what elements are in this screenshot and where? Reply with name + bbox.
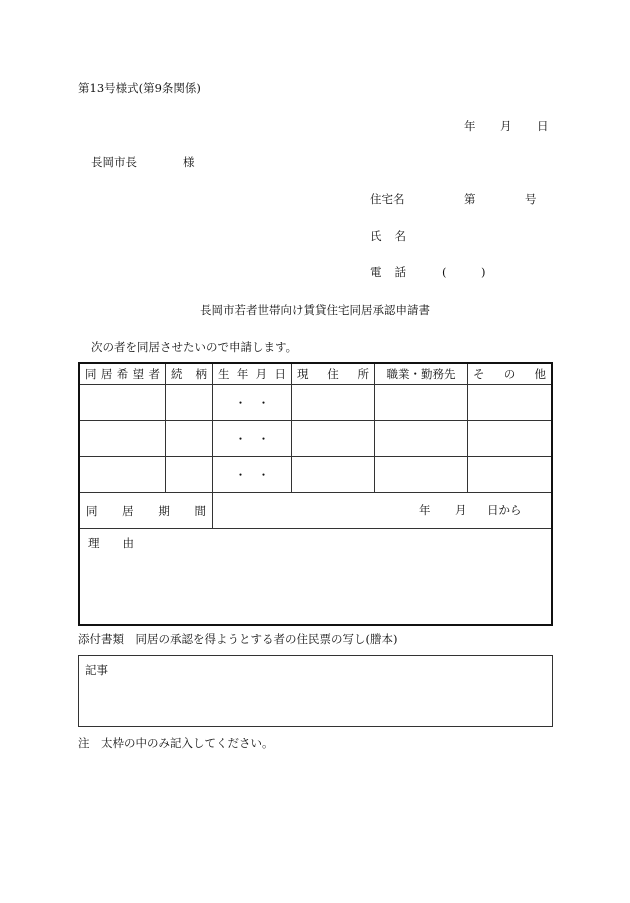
housing-number-suffix: 号: [525, 192, 537, 206]
addressee-name: 長岡市長: [91, 155, 137, 169]
date-month: 月: [500, 119, 512, 133]
cell-cohabitant[interactable]: [80, 457, 166, 492]
cell-address[interactable]: [292, 385, 375, 420]
cell-occupation[interactable]: [375, 457, 468, 492]
remarks-box[interactable]: [78, 655, 553, 727]
form-number: 第13号様式(第9条関係): [78, 81, 201, 95]
period-year: 年: [419, 503, 431, 517]
date-day: 日: [537, 119, 549, 133]
footnote: 注 太枠の中のみ記入してください。: [78, 736, 274, 750]
intro-text: 次の者を同居させたいので申請します。: [91, 340, 298, 354]
header-occupation: 職業・勤務先: [375, 364, 468, 384]
applicant-name-label: 氏 名: [370, 229, 406, 243]
cohabitation-period-row: [80, 493, 551, 529]
table-row: [80, 421, 551, 457]
cell-other[interactable]: [468, 385, 551, 420]
housing-number-prefix: 第: [464, 192, 476, 206]
addressee-honorific: 様: [183, 155, 195, 169]
document-title: 長岡市若者世帯向け賃貸住宅同居承認申請書: [200, 303, 430, 317]
period-label: 同 居 期 間: [80, 493, 213, 528]
remarks-label: 記事: [85, 663, 108, 677]
housing-label: 住宅名: [370, 192, 405, 206]
phone-paren-close: ): [481, 265, 486, 279]
cell-relationship[interactable]: [166, 421, 213, 456]
header-birthdate: 生 年 月 日: [213, 364, 292, 384]
phone-label: 電 話: [370, 265, 406, 279]
cell-other[interactable]: [468, 421, 551, 456]
cell-address[interactable]: [292, 457, 375, 492]
cell-relationship[interactable]: [166, 457, 213, 492]
cell-occupation[interactable]: [375, 385, 468, 420]
header-relationship: 続 柄: [166, 364, 213, 384]
period-month: 月: [455, 503, 467, 517]
reason-row[interactable]: [80, 529, 551, 624]
period-value-field[interactable]: [213, 493, 551, 528]
attachments-text: 添付書類 同居の承認を得ようとする者の住民票の写し(謄本): [78, 632, 398, 646]
period-from: 日から: [487, 503, 522, 517]
table-header-row: [80, 364, 551, 385]
phone-paren-open: (: [442, 265, 447, 279]
header-address: 現 住 所: [292, 364, 375, 384]
reason-label: 理 由: [88, 536, 134, 550]
table-row: [80, 457, 551, 493]
cell-cohabitant[interactable]: [80, 385, 166, 420]
cell-address[interactable]: [292, 421, 375, 456]
table-row: [80, 385, 551, 421]
cell-cohabitant[interactable]: [80, 421, 166, 456]
cell-birthdate[interactable]: ・ ・: [213, 457, 292, 492]
header-other: そ の 他: [473, 367, 546, 381]
cell-other[interactable]: [468, 457, 551, 492]
header-cohabitant: 同 居 希 望 者: [80, 364, 166, 384]
cell-birthdate[interactable]: ・ ・: [213, 385, 292, 420]
cell-occupation[interactable]: [375, 421, 468, 456]
date-year: 年: [464, 119, 476, 133]
cell-birthdate[interactable]: ・ ・: [213, 421, 292, 456]
cohabitation-table: [78, 362, 553, 626]
cell-relationship[interactable]: [166, 385, 213, 420]
